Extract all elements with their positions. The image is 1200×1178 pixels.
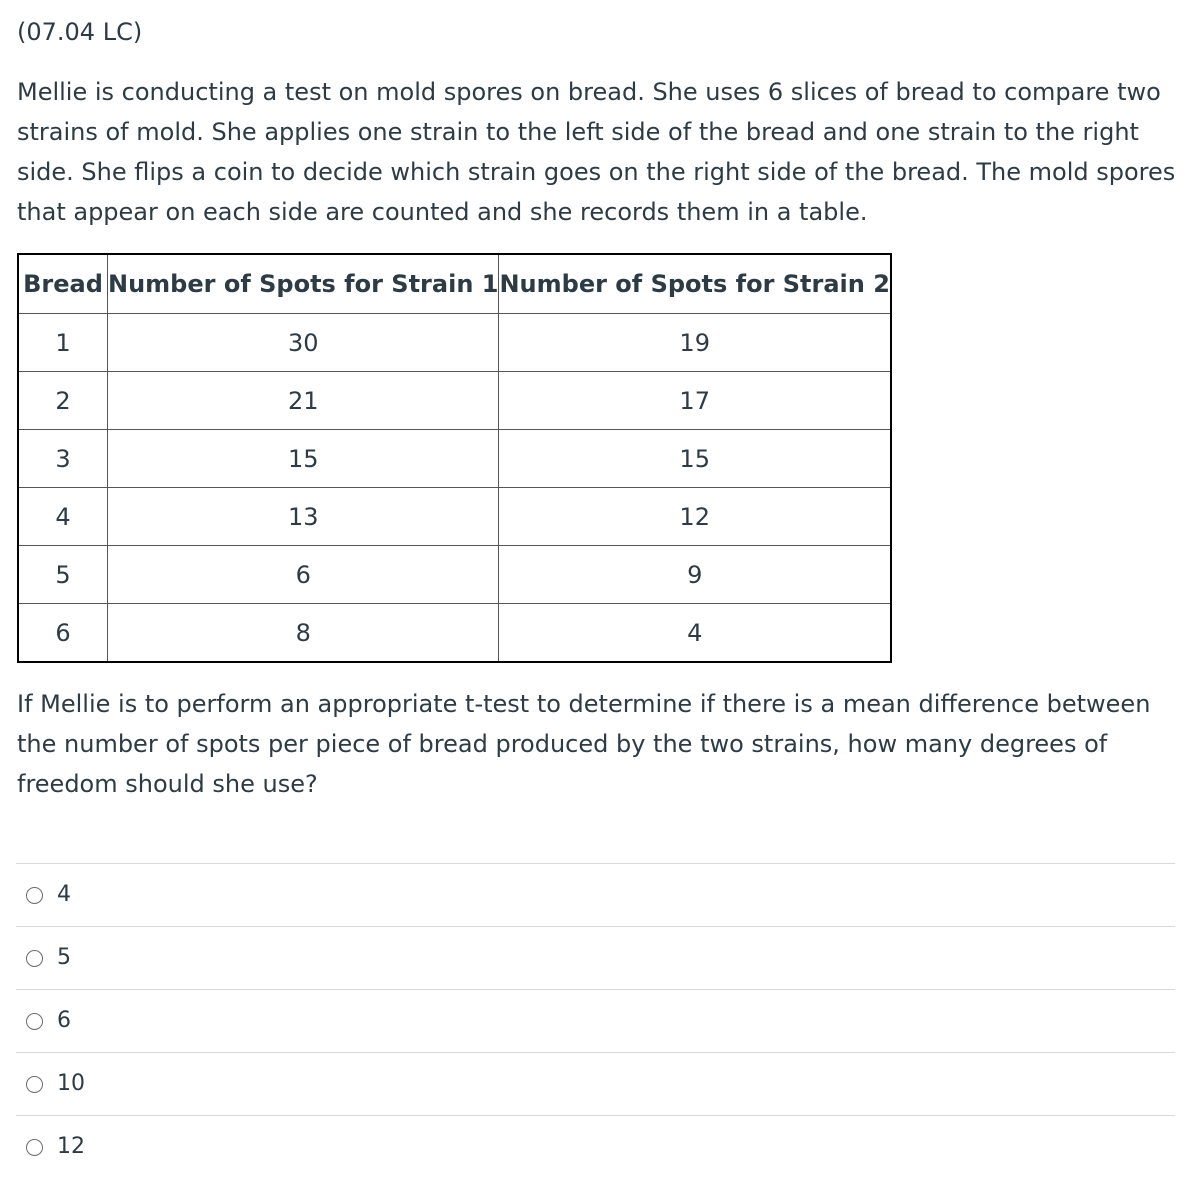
answer-option-5[interactable] [16,926,1175,989]
table-row [18,372,891,430]
strain-1-cell: 21 [108,372,499,430]
answer-option-12[interactable] [16,1115,1175,1178]
bread-cell: 3 [18,430,108,488]
header-strain-2: Number of Spots for Strain 2 [499,254,891,314]
header-bread: Bread [18,254,108,314]
strain-1-cell: 8 [108,604,499,663]
radio-button[interactable] [26,1013,43,1030]
radio-button[interactable] [26,1076,43,1093]
bread-cell: 1 [18,314,108,372]
header-strain-1: Number of Spots for Strain 1 [108,254,499,314]
question-code: (07.04 LC) [17,18,143,46]
question-followup: If Mellie is to perform an appropriate t-test to determine if there is a mean difference between the number of spots per piece of bread produced by the two strains, how many degrees of freedom should she use? [17,690,1151,798]
option-label: 6 [57,1008,71,1033]
table-row [18,314,891,372]
bread-cell: 4 [18,488,108,546]
strain-2-cell: 17 [499,372,891,430]
mold-spots-table [17,253,892,663]
table-row [18,488,891,546]
option-label: 10 [57,1071,85,1096]
strain-2-cell: 4 [499,604,891,663]
strain-1-cell: 30 [108,314,499,372]
option-label: 5 [57,945,71,970]
strain-2-cell: 19 [499,314,891,372]
option-label: 4 [57,882,71,907]
strain-2-cell: 9 [499,546,891,604]
answer-option-6[interactable] [16,989,1175,1052]
answer-option-4[interactable] [16,863,1175,926]
strain-1-cell: 13 [108,488,499,546]
strain-1-cell: 15 [108,430,499,488]
radio-button[interactable] [26,1139,43,1156]
radio-button[interactable] [26,887,43,904]
bread-cell: 6 [18,604,108,663]
table-row [18,604,891,663]
bread-cell: 5 [18,546,108,604]
table-row [18,546,891,604]
question-prompt: Mellie is conducting a test on mold spores on bread. She uses 6 slices of bread to compare two strains of mold. She applies one strain to the left side of the bread and one strain to the right side. She flips a coin to decide which strain goes on the right side of the bread. The mold spores that appear on each side are counted and she records them in a table. [17,78,1176,226]
option-label: 12 [57,1134,85,1159]
answer-option-10[interactable] [16,1052,1175,1115]
table-row [18,430,891,488]
strain-2-cell: 15 [499,430,891,488]
answer-options [16,863,1175,1178]
table-header-row [18,254,891,314]
radio-button[interactable] [26,950,43,967]
strain-2-cell: 12 [499,488,891,546]
bread-cell: 2 [18,372,108,430]
strain-1-cell: 6 [108,546,499,604]
